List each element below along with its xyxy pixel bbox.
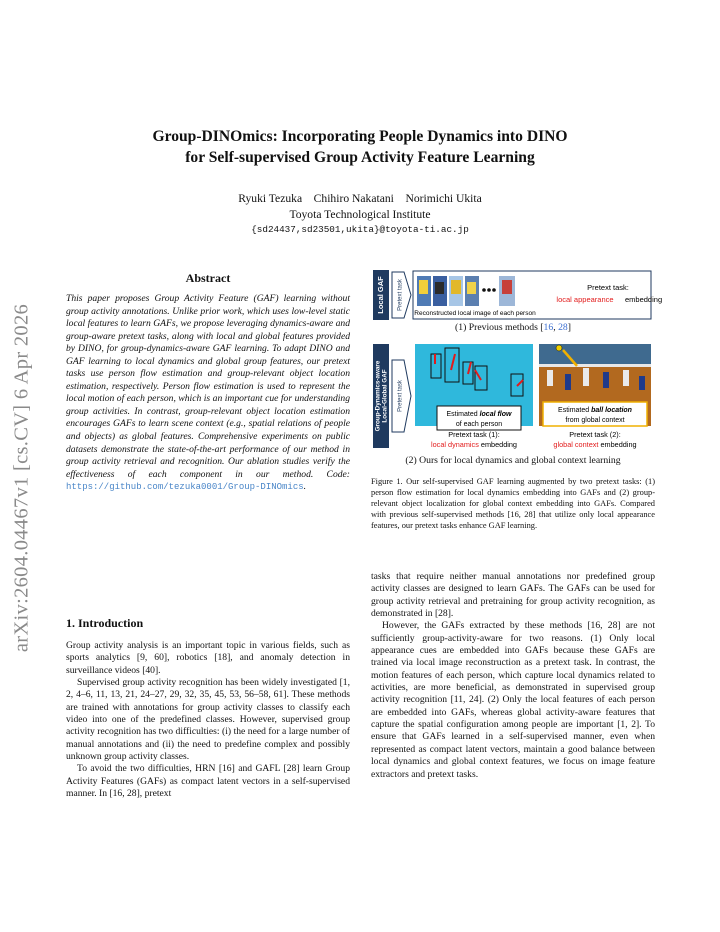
ours-side-label-2: Local-Global GAF (381, 369, 389, 423)
person-jersey (435, 282, 444, 294)
pretext-tag-label: Pretext task (397, 279, 404, 311)
intro-paragraph: To avoid the two difficulties, HRN [16] and GAFL [28] learn Group Activity Features (GAFs) as compact latent vectors in a self-supervised manner. In [16, 28], pretext (66, 763, 350, 800)
person-jersey (467, 282, 476, 294)
task2-red: global context (553, 440, 599, 449)
intro-left-column (66, 640, 350, 800)
local-gaf-label: Local GAF (375, 276, 385, 314)
title-line-1: Group-DINOmics: Incorporating People Dynamics into DINO (152, 128, 568, 145)
ellipsis-dot (492, 288, 496, 292)
court-net (539, 364, 651, 367)
person-jersey (502, 280, 512, 294)
intro-paragraph: Supervised group activity recognition has been widely investigated [1, 2, 4–6, 11, 13, 21, 24–27, 29, 32, 35, 45, 53, 56–58, 61]. These methods are trained with annotations for group activity classes to classify each video into one of the predefined classes. However, supervised group activity recognition has two difficulties: (i) the need for a large number of manual annotations and (ii) the need to predefine complex and possibly unknown group activity classes. (66, 677, 350, 763)
abstract-heading: Abstract (185, 271, 231, 285)
task2-line1: Pretext task (2): (569, 430, 621, 439)
ellipsis-dot (482, 288, 486, 292)
task1-line1: Pretext task (1): (448, 430, 500, 439)
person-jersey (419, 280, 428, 294)
task1-rest: embedding (478, 440, 517, 449)
sub1-cite[interactable]: 16 (543, 322, 554, 333)
previous-task-rest: embedding (625, 295, 663, 304)
flow-box-em: local flow (479, 411, 512, 418)
task1-red: local dynamics (431, 440, 479, 449)
player-figure (603, 372, 609, 388)
player-figure (583, 368, 589, 386)
figure-caption: Figure 1. Our self-supervised GAF learning augmented by two pretext tasks: (1) person flow estimation for local dynamics embedding into GAFs and (2) group-relevant object localization for global context embedding into GAFs. Compared with previous self-supervised methods [16, 28] that utilize only local appearance features, our pretext tasks enhance GAF learning. (371, 477, 655, 531)
player-figure (547, 370, 553, 386)
subcaption-ours: (2) Ours for local dynamics and global context learning (405, 455, 621, 466)
intro-paragraph: tasks that require neither manual annotations nor predefined group activity classes are designed to learn GAFs. The GAFs can be used for group activity retrieval and pretraining for group activity recognition, as demonstrated in [28]. (371, 571, 655, 620)
arxiv-stamp-text: arXiv:2604.04467v1 [cs.CV] 6 Apr 2026 (10, 303, 33, 653)
paper-title (0, 126, 720, 168)
ours-side-label-1: Group-Dynamics-aware (374, 360, 382, 432)
previous-task-red: local appearance (556, 295, 614, 304)
ball-icon (556, 345, 562, 351)
ball-box-em: ball location (591, 407, 632, 414)
previous-task-line1: Pretext task: (587, 283, 629, 292)
intro-right-column (371, 571, 655, 781)
flow-box-pre: Estimated (446, 411, 480, 418)
player-figure (639, 376, 645, 390)
task1-line2 (431, 440, 517, 449)
pretext-tag-label: Pretext task (397, 380, 404, 412)
player-figure (623, 370, 629, 386)
flow-box-title (447, 411, 513, 418)
affiliation: Toyota Technological Institute (289, 208, 431, 221)
sub1-text: (1) Previous methods [ (455, 322, 544, 333)
figure-ours (371, 340, 655, 454)
reconstructed-label: Reconstructed local image of each person (414, 310, 536, 317)
code-link[interactable]: https://github.com/tezuka0001/Group-DINOmics (66, 482, 304, 493)
intro-paragraph: However, the GAFs extracted by these methods [16, 28] are not sufficiently group-activity-aware for two reasons. (1) Only local appearance cues are embedded into GAFs because these GAFs are trained via local image reconstruction as a pretext task. In contrast, the motion features of each person, which capture local dynamics related to activities, are more beneficial, as demonstrated in supervised group activity recognition [11, 24]. (2) Only the local features of each person are embedded into GAFs, whereas global activity-aware features that capture the spatial configuration among people are important [1, 2]. To ensure that GAFs learned in a self-supervised manner, even when represented as compact latent vectors, maintain a good balance between local dynamics and global context features, we focus on image feature extractors and pretext tasks. (371, 620, 655, 780)
ellipsis-dot (487, 288, 491, 292)
player-figure (565, 374, 571, 390)
section-heading: 1. Introduction (66, 616, 144, 630)
flow-box-line2: of each person (455, 421, 503, 428)
court-stands (539, 344, 651, 364)
sub1-cite[interactable]: 28 (558, 322, 568, 333)
email: {sd24437,sd23501,ukita}@toyota-ti.ac.jp (251, 224, 469, 235)
abstract-body (66, 293, 350, 494)
figure-previous-methods (371, 268, 663, 324)
abstract-text: This paper proposes Group Activity Feature (GAF) learning without group activity annotations. Unlike prior work, which uses low-level static local features to learn GAFs, we propose leveraging dynamics-aware and group-aware pretext tasks, along with local and global features provided by DINO, for group-dynamics-aware GAF learning. To adapt DINO and GAF learning to local dynamics and global group features, our pretext tasks use person flow estimation and group-relevant object location estimation, respectively. Person flow estimation is used to represent the local motion of each person, which is an important cue for understanding group activities. In contrast, group-relevant object location estimation encourages GAFs to learn scene context (e.g., spatial relations of people and objects) as global features. Comprehensive experiments on public datasets demonstrate the state-of-the-art performance of our method in group activity retrieval and recognition. Our ablation studies verify the effectiveness of each component in our method. Code: (66, 293, 350, 480)
authors: Ryuki Tezuka Chihiro Nakatani Norimichi Ukita (238, 192, 482, 205)
intro-paragraph: Group activity analysis is an important topic in various fields, such as sports analytics [9, 60], robotics [18], and anomaly detection in surveillance videos [40]. (66, 640, 350, 676)
task2-line2 (553, 440, 636, 449)
task2-rest: embedding (598, 440, 637, 449)
ball-box-line2: from global context (565, 417, 625, 424)
ball-box-pre: Estimated (558, 407, 592, 414)
person-jersey (451, 280, 461, 294)
arxiv-stamp (5, 278, 39, 678)
ball-box-title (558, 407, 632, 414)
subcaption-previous: (1) Previous methods [16, 28] (455, 322, 571, 333)
title-line-2: for Self-supervised Group Activity Feature Learning (185, 149, 535, 166)
abstract-end: . (303, 481, 307, 493)
